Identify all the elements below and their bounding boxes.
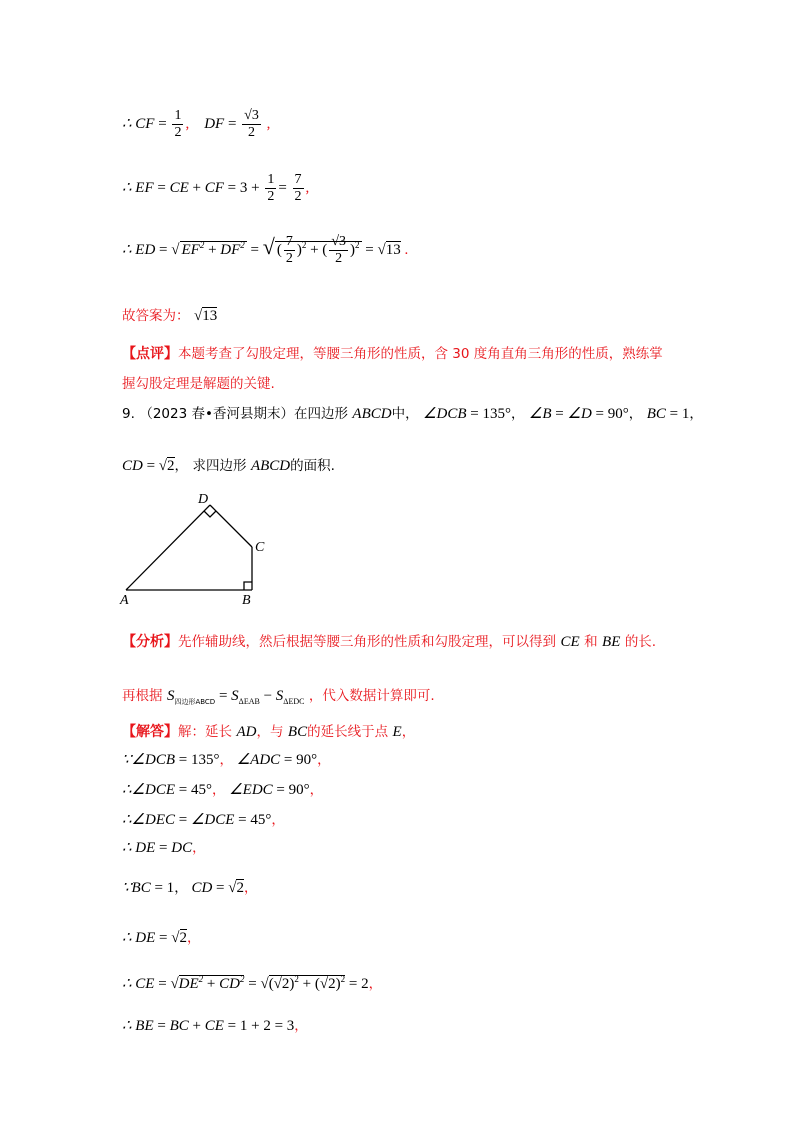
sol-step-8: ∴ BE = BC + CE = 1 + 2 = 3，	[122, 1018, 308, 1034]
label-c: C	[255, 540, 265, 555]
label-b: B	[242, 593, 251, 608]
solution-line-1: 【解答】解：延长 AD，与 BC的延长线于点 E，	[122, 724, 416, 740]
question-9-line-2: CD = √2， 求四边形 ABCD的面积.	[122, 458, 335, 474]
sol-step-2: ∴∠DCE = 45°， ∠EDC = 90°，	[122, 782, 324, 798]
sol-step-6: ∴ DE = √2，	[122, 930, 201, 946]
sol-step-1: ∵∠DCB = 135°， ∠ADC = 90°，	[122, 752, 331, 768]
comment-line-1	[122, 342, 663, 363]
right-angle-b	[244, 582, 252, 590]
analysis-tag: 【分析】	[122, 634, 178, 650]
sol-step-4: ∴ DE = DC，	[122, 840, 206, 856]
answer-line: 故答案为： √13	[122, 308, 218, 324]
comment-line-2	[122, 372, 275, 392]
label-d: D	[198, 492, 209, 507]
sol-step-7: ∴ CE = $√DE^2 + CD^2 = √(√2)^2 + (√2)^2 = 2$，	[122, 974, 383, 992]
question-9-line-1: 9. （2023 春•香河县期末）在四边形 ABCD中， ∠DCB = 135°， ∠B = ∠D = 90°， BC = 1，	[122, 406, 703, 422]
comment-tag: 【点评】	[122, 346, 178, 362]
sol-step-3: ∴∠DEC = ∠DCE = 45°，	[122, 812, 285, 828]
step-cf-df: ∴ CF = $\frac{1}{2}$ , DF = $\frac{√3}{2}$ ,	[122, 108, 271, 141]
step-ef: ∴ EF = CE + CF = 3 + $\frac{1}{2}$ = $\frac{7}{2}$ ,	[122, 172, 310, 205]
analysis-line-1: 【分析】先作辅助线，然后根据等腰三角形的性质和勾股定理，可以得到 CE 和 BE 的长.	[122, 634, 657, 650]
question-source: （2023 春•香河县期末）在四边形	[139, 406, 348, 422]
edge-ad	[126, 505, 210, 590]
answer-label: 故答案为：	[122, 308, 190, 324]
analysis-line-2: 再根据 $S_{四边形ABCD} = S_{\Delta EAB} - S_{\Delta EDC}$ ，代入数据计算即可.	[122, 688, 435, 706]
sol-step-5: ∵BC = 1， CD = √2，	[122, 880, 258, 896]
comment-text-1: 本题考查了勾股定理，等腰三角形的性质，含 30 度角直角三角形的性质，熟练掌	[178, 346, 663, 362]
label-a: A	[120, 593, 129, 608]
question-number: 9.	[122, 406, 135, 422]
solution-tag: 【解答】	[122, 724, 178, 740]
right-angle-d	[204, 511, 216, 517]
edge-dc	[210, 505, 252, 547]
quadrilateral-diagram	[118, 490, 278, 612]
comment-text-2: 握勾股定理是解题的关键.	[122, 376, 275, 392]
step-ed: ∴ ED = √ $EF^2 + DF^2$ = √ ( $\frac{7}{2}$ )$^2$ + ( $\frac{√3}{2}$ )$^2$ = √13 .	[122, 234, 409, 267]
